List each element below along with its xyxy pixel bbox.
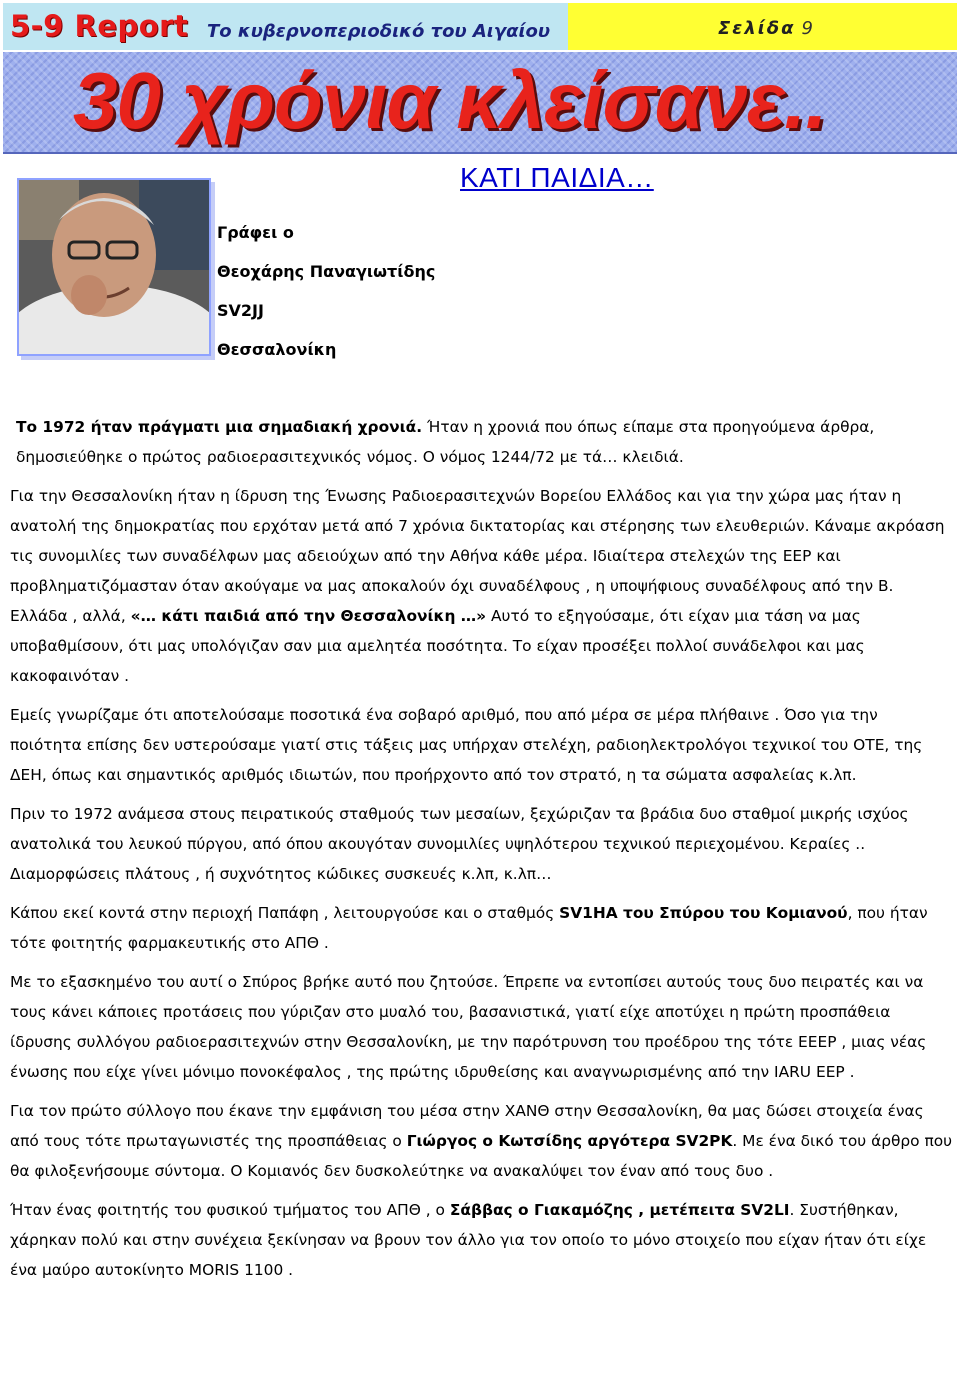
author-city: Θεσσαλονίκη [217,340,337,359]
banner-title: 30 χρόνια κλείσανε.. [73,56,827,145]
paragraph-8-bold: Σάββας ο Γιακαμόζης , μετέπειτα SV2LI [449,1201,790,1219]
author-name: Θεοχάρης Παναγιωτίδης [217,262,436,281]
paragraph-7 [10,1096,954,1186]
paragraph-5 [10,898,954,958]
paragraph-5-bold: SV1HA του Σπύρου του Κομιανού [559,904,848,922]
page-indicator [718,18,815,39]
paragraph-7-text-a: Για τον πρώτο σύλλογο που έκανε την εμφάνιση του μέσα στην ΧΑΝΘ στην Θεσσαλονίκη, θα μας δώσει στοιχεία ένας από τους τότε πρωταγωνιστές της προσπάθειας ο [10,1102,924,1150]
section-title-link[interactable]: ΚΑΤΙ ΠΑΙΔΙΑ… [460,162,654,193]
paragraph-7-bold: Γιώργος ο Κωτσίδης αργότερα SV2PK [406,1132,733,1150]
paragraph-8-text-a: Ήταν ένας φοιτητής του φυσικού τμήματος του ΑΠΘ , ο [10,1201,450,1219]
paragraph-4: Πριν το 1972 ανάμεσα στους πειρατικούς σταθμούς των μεσαίων, ξεχώριζαν τα βράδια δυο σταθμοί μικρής ισχύος ανατολικά του λευκού πύργου, από όπου ακουγόταν συνομιλίες υψηλότερου τεχνικού περιεχομένου. Κεραίες .. Διαμορφώσεις πλάτους , ή συχνότητος κώδικες συσκευές κ.λπ, κ.λπ… [10,805,909,883]
author-writes: Γράφει ο [217,223,294,242]
paragraph-2-bold: «… κάτι παιδιά από την Θεσσαλονίκη …» [130,607,487,625]
author-photo [17,178,211,356]
header-right [568,3,957,50]
paragraph-7-text-b: . Με ένα δικό του άρθρο που θα φιλοξενήσουμε σύντομα. Ο Κομιανός δεν δυσκολεύτηκε να ανακαλύψει τον έναν από τους δυο . [10,1132,953,1180]
paragraph-6: Με το εξασκημένο του αυτί ο Σπύρος βρήκε αυτό που ζητούσε. Έπρεπε να εντοπίσει αυτούς τους δυο πειρατές και να τους κάνει κάποιες προτάσεις που γύριζαν στο μυαλό του, βασανιστικά, γιατί είχε αποτύχει η πρώτη προσπάθεια ίδρυσης συλλόγου ραδιοερασιτεχνών στην Θεσσαλονίκη, με την παρότρυνση του προέδρου της τότε ΕΕΕΡ , μιας νέας ένωσης που είχε γίνει μόνιμο πονοκέφαλος , της πρώτης ιδρυθείσης και αναγνωρισμένης από την IARU ΕΕΡ . [10,973,927,1081]
paragraph-8-text-b: . Συστήθηκαν, χάρηκαν πολύ και στην συνέχεια ξεκίνησαν να βρουν τον άλλο για τον οποίο το μόνο στοιχείο που είχαν ήταν ότι είχε ένα μαύρο αυτοκίνητο MORIS 1100 . [10,1201,927,1279]
author-callsign: SV2JJ [217,301,264,320]
magazine-subtitle: Το κυβερνοπεριοδικό του Αιγαίου [207,21,550,42]
header-bar [3,3,957,50]
paragraph-1-bold: Το 1972 ήταν πράγματι μια σημαδιακή χρονιά. [16,418,423,436]
paragraph-1-text: Ήταν η χρονιά που όπως είπαμε στα προηγούμενα άρθρα, δημοσιεύθηκε ο πρώτος ραδιοερασιτεχνικός νόμος. Ο νόμος 1244/72 με τά… κλειδιά. [16,418,875,466]
paragraph-8 [10,1195,954,1285]
article-body [10,412,954,1294]
author-photo-image [19,180,209,354]
paragraph-5-text-a: Κάπου εκεί κοντά στην περιοχή Παπάφη , λειτουργούσε και ο σταθμός [10,904,560,922]
paragraph-2 [10,481,954,691]
page-label: Σελίδα [718,18,796,39]
header-left [3,3,568,50]
page-number: 9 [801,18,815,39]
paragraph-1 [16,412,954,472]
title-banner [3,52,957,154]
paragraph-2-text-b: Αυτό το εξηγούσαμε, ότι είχαν μια τάση να μας υποβαθμίσουν, ότι μας υπολόγιζαν σαν μια αμελητέα ποσότητα. Το είχαν προσέξει πολλοί συνάδελφοι και μας κακοφαινόταν . [10,607,865,685]
magazine-logo: 5-9 Report [10,9,189,43]
paragraph-2-text-a: Για την Θεσσαλονίκη ήταν η ίδρυση της Ένωσης Ραδιοερασιτεχνών Βορείου Ελλάδος και για την χώρα μας ήταν η ανατολή της δημοκρατίας που ερχόταν μετά από 7 χρόνια δικτατορίας και στέρησης των ελευθεριών. Κάναμε ακρόαση τις συνομιλίες των συναδέλφων μας αδειούχων από την Αθήνα κάθε μέρα. Ιδιαίτερα στελεχών της ΕΕΡ και προβληματιζόμασταν όταν ακούγαμε να μας αποκαλούν όχι συναδέλφους , η υποψήφιους συναδέλφους από την Β. Ελλάδα , αλλά, [10,487,945,625]
paragraph-5-text-b: , που ήταν τότε φοιτητής φαρμακευτικής στο ΑΠΘ . [10,904,928,952]
author-block [217,220,435,376]
paragraph-3: Εμείς γνωρίζαμε ότι αποτελούσαμε ποσοτικά ένα σοβαρό αριθμό, που από μέρα σε μέρα πλήθαινε . Όσο για την ποιότητα επίσης δεν υστερούσαμε γιατί στις τάξεις μας υπήρχαν στελέχη, ραδιοηλεκτρολόγοι τεχνικοί του ΟΤΕ, της ΔΕΗ, όπως και σημαντικός αριθμός ιδιωτών, που προήρχοντο από τον στρατό, η τα σώματα ασφαλείας κ.λπ. [10,706,923,784]
